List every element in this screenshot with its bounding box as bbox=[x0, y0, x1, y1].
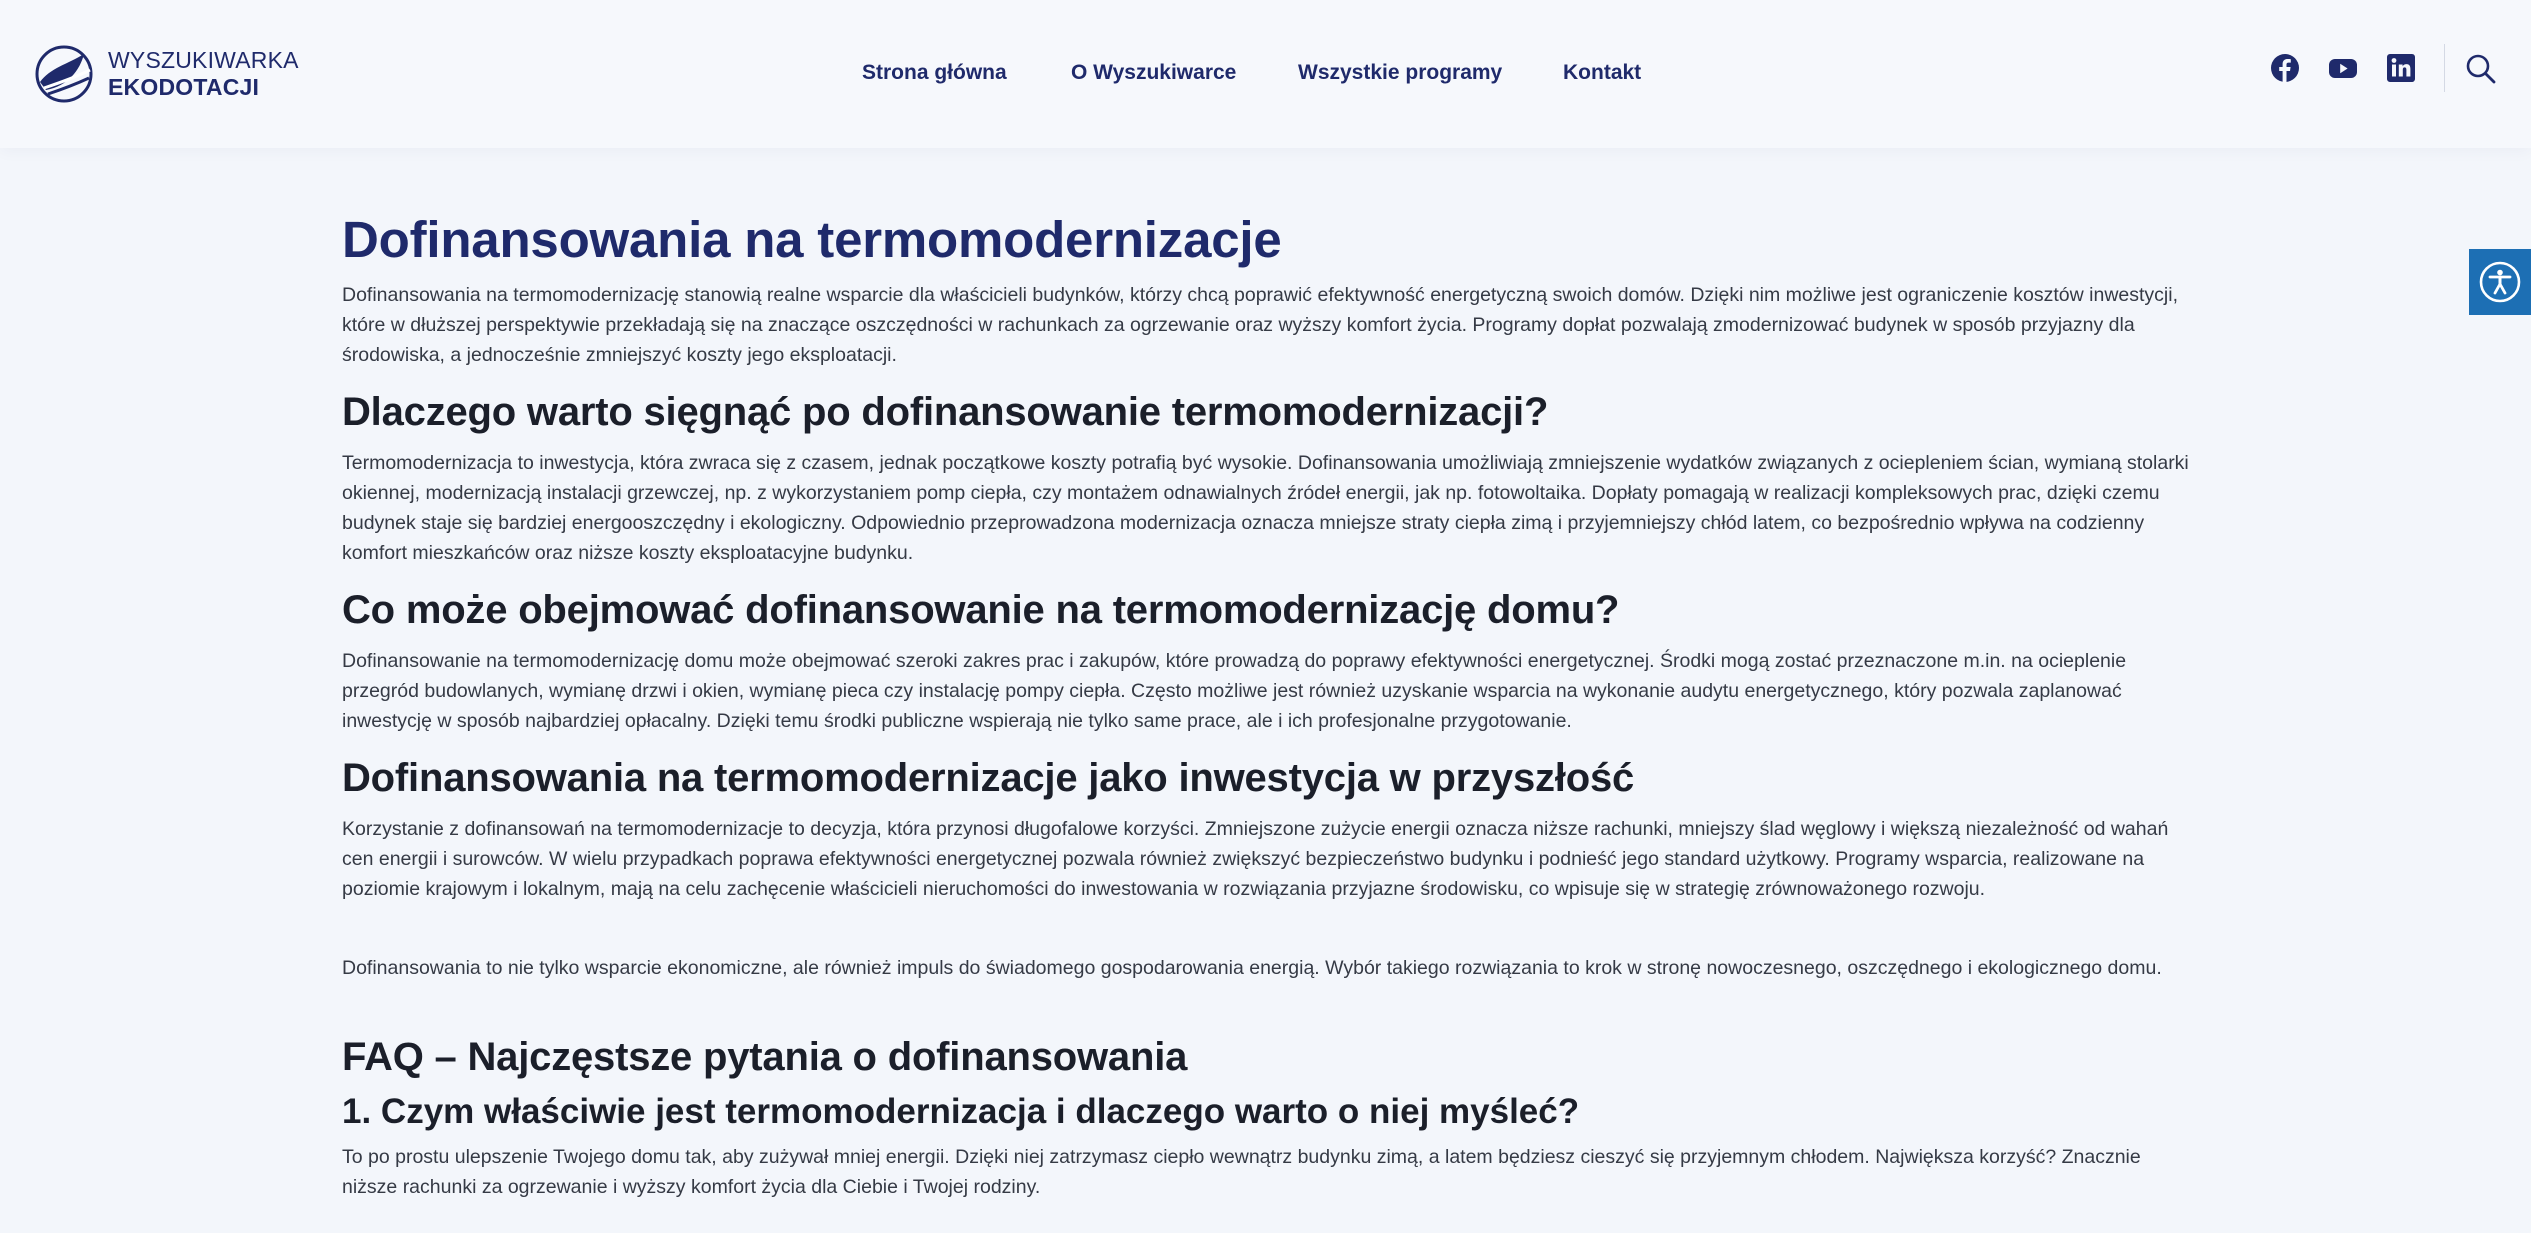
accessibility-icon bbox=[2478, 260, 2522, 304]
linkedin-icon bbox=[2386, 53, 2416, 83]
section-heading-future: Dofinansowania na termomodernizacje jako inwestycja w przyszłość bbox=[342, 756, 1635, 800]
nav-item-contact[interactable]: Kontakt bbox=[1563, 61, 1642, 84]
section-text-future-2: Dofinansowania to nie tylko wsparcie ekonomiczne, ale również impuls do świadomego gospodarowania energią. Wybór takiego rozwiązania to krok w stronę nowoczesnego, oszczędnego i ekologicznego domu. bbox=[342, 957, 2162, 979]
facebook-icon bbox=[2270, 53, 2300, 83]
youtube-icon bbox=[2328, 53, 2358, 83]
main-nav bbox=[0, 61, 2531, 91]
search-button[interactable] bbox=[2465, 53, 2497, 90]
faq-heading: FAQ – Najczęstsze pytania o dofinansowania bbox=[342, 1035, 1188, 1079]
nav-item-programs[interactable]: Wszystkie programy bbox=[1298, 61, 1503, 84]
youtube-link[interactable] bbox=[2328, 53, 2358, 83]
intro-paragraph: Dofinansowania na termomodernizację stanowią realne wsparcie dla właścicieli budynków, którzy chcą poprawić efektywność energetyczną swoich domów. Dzięki nim możliwe jest ograniczenie kosztów inwestycji, które w dłuższej perspektywie przekładają się na znaczące oszczędności w rachunkach za ogrzewanie oraz wyższy komfort życia. Programy dopłat pozwalają zmodernizować budynek w sposób przyjazny dla środowiska, a jednocześnie zmniejszyć koszty jego eksploatacji. bbox=[342, 284, 2178, 366]
nav-item-about[interactable]: O Wyszukiwarce bbox=[1071, 61, 1237, 84]
faq-question-1: 1. Czym właściwie jest termomodernizacja i dlaczego warto o niej myśleć? bbox=[342, 1092, 1580, 1131]
nav-item-home[interactable]: Strona główna bbox=[862, 61, 1007, 84]
page-title: Dofinansowania na termomodernizacje bbox=[342, 211, 1282, 268]
section-heading-why: Dlaczego warto sięgnąć po dofinansowanie termomodernizacji? bbox=[342, 390, 1549, 434]
faq-answer-1: To po prostu ulepszenie Twojego domu tak, aby zużywał mniej energii. Dzięki niej zatrzymasz ciepło wewnątrz budynku zimą, a latem będziesz cieszyć się przyjemnym chłodem. Największa korzyść? Znacznie niższe rachunki za ogrzewanie i wyższy komfort życia dla Ciebie i Twojej rodziny. bbox=[342, 1146, 2141, 1198]
section-text-why: Termomodernizacja to inwestycja, która zwraca się z czasem, jednak początkowe koszty potrafią być wysokie. Dofinansowania umożliwiają zmniejszenie wydatków związanych z ociepleniem ścian, wymianą stolarki okiennej, modernizacją instalacji grzewczej, np. z wykorzystaniem pomp ciepła, czy montażem odnawialnych źródeł energii, jak np. fotowoltaika. Dopłaty pomagają w realizacji kompleksowych prac, dzięki czemu budynek staje się bardziej energooszczędny i ekologiczny. Odpowiednio przeprowadzona modernizacja oznacza mniejsze straty ciepła zimą i przyjemniejszy chłód latem, co bezpośrednio wpływa na codzienny komfort mieszkańców oraz niższe koszty eksploatacyjne budynku. bbox=[342, 452, 2189, 564]
search-icon bbox=[2465, 53, 2497, 85]
section-text-scope: Dofinansowanie na termomodernizację domu może obejmować szeroki zakres prac i zakupów, które prowadzą do poprawy efektywności energetycznej. Środki mogą zostać przeznaczone m.in. na ocieplenie przegród budowlanych, wymianę drzwi i okien, wymianę pieca czy instalację pompy ciepła. Często możliwe jest również uzyskanie wsparcia na wykonanie audytu energetycznego, który pozwala zaplanować inwestycję w sposób najbardziej opłacalny. Dzięki temu środki publiczne wspierają nie tylko same prace, ale i ich profesjonalne przygotowanie. bbox=[342, 650, 2127, 732]
site-header bbox=[0, 0, 2531, 148]
facebook-link[interactable] bbox=[2270, 53, 2300, 83]
section-text-future: Korzystanie z dofinansowań na termomodernizacje to decyzja, która przynosi długofalowe korzyści. Zmniejszone zużycie energii oznacza niższe rachunki, mniejszy ślad węglowy i większą niezależność od wahań cen energii i surowców. W wielu przypadkach poprawa efektywności energetycznej pozwala również zwiększyć bezpieczeństwo budynku i podnieść jego standard użytkowy. Programy wsparcia, realizowane na poziomie krajowym i lokalnym, mają na celu zachęcenie właścicieli nieruchomości do inwestowania w rozwiązania przyjazne środowisku, co wpisuje się w strategię zrównoważonego rozwoju. bbox=[342, 818, 2169, 900]
logo-line1: WYSZUKIWARKA bbox=[108, 47, 299, 73]
linkedin-link[interactable] bbox=[2386, 53, 2416, 83]
section-heading-scope: Co może obejmować dofinansowanie na termomodernizację domu? bbox=[342, 588, 1620, 632]
logo-line2: EKODOTACJI bbox=[108, 74, 260, 100]
header-divider bbox=[2444, 44, 2445, 92]
accessibility-button[interactable] bbox=[2469, 249, 2531, 315]
